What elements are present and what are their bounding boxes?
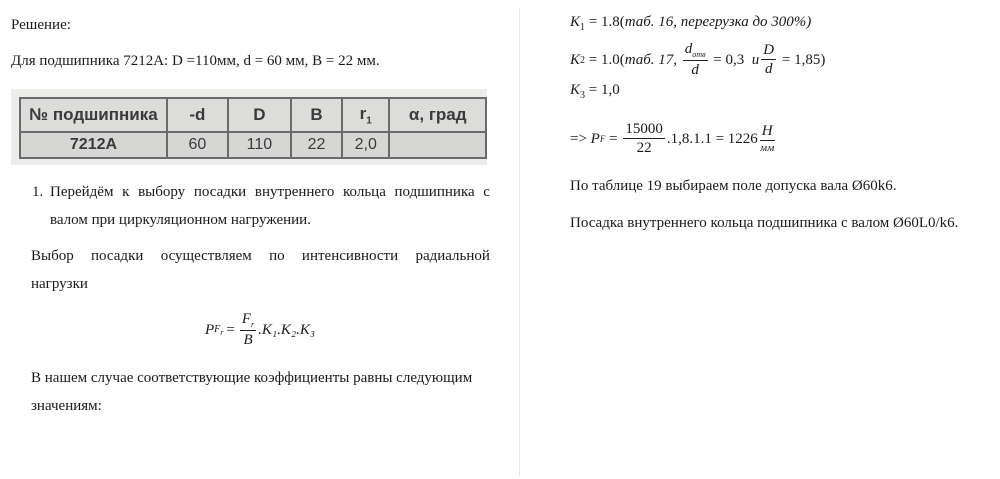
column-divider xyxy=(519,8,520,476)
step-1-word: посадки xyxy=(193,184,247,200)
k1-line: $K_1 = 1.8(таб$. 16, перегрузка до 300%) xyxy=(570,14,812,33)
bearing-table-image xyxy=(11,89,487,165)
paragraph-1-word: по xyxy=(269,248,285,264)
table-cell: 2,0 xyxy=(342,132,389,158)
table-cell xyxy=(389,132,486,158)
solution-heading: Решение: xyxy=(11,17,71,33)
calculation-line: => P F = $\frac{15000}{22}$ .1,8.1.1 = 1226 $\frac{Н}{мм}$ xyxy=(570,121,775,156)
d-ratio-fraction: $\frac{d_{отв}}{d}$ xyxy=(684,41,706,78)
step-1-paragraph xyxy=(50,177,490,207)
k2-line: K 2 = 1.0( таб. 17, $\frac{d_{отв}}{d}$ = 0,3 и $\frac{D}{d}$ = 1,85) xyxy=(570,41,826,78)
paragraph-1-line-1 xyxy=(31,241,490,271)
table-cell: 7212А xyxy=(20,132,167,158)
step-1-word: внутреннего xyxy=(254,184,335,200)
step-1-word: подшипника xyxy=(394,184,475,200)
k3-line: $K_3 = 1,0$ xyxy=(570,82,620,101)
table-header-cell: -d xyxy=(167,98,228,132)
load-intensity-formula: P $F_r$ = $\frac{F_r}{B}$ .K₁.K₂.K₃ xyxy=(205,311,316,348)
table-header-cell: № подшипника xyxy=(20,98,167,132)
table-header-cell-r: $r_1$ xyxy=(342,98,389,132)
table-header-cell: D xyxy=(228,98,291,132)
step-1-word: кольца xyxy=(343,184,386,200)
paragraph-1-word: интенсивности xyxy=(301,248,399,264)
calc-fraction: $\frac{15000}{22}$ xyxy=(625,121,663,156)
paragraph-1-word: радиальной xyxy=(415,248,490,264)
bearing-dimensions-line: Для подшипника 7212А: D =110мм, d = 60 мм, B = 22 мм. xyxy=(11,53,380,69)
bearing-table xyxy=(19,97,487,159)
step-1-word: выбору xyxy=(138,184,186,200)
paragraph-2-line-1: В нашем случае соответствующие коэффициенты равны следующим xyxy=(31,370,473,386)
fit-line: Посадка внутреннего кольца подшипника с валом Ø60L0/k6. xyxy=(570,215,959,231)
table-header-cell: α, град xyxy=(389,98,486,132)
table-cell: 22 xyxy=(291,132,342,158)
paragraph-1-word: Выбор xyxy=(31,248,74,264)
step-1-word: к xyxy=(122,184,130,200)
step-1-word: с xyxy=(483,184,490,200)
paragraph-load-selection xyxy=(31,241,490,271)
shaft-tolerance-line: По таблице 19 выбираем поле допуска вала Ø60k6. xyxy=(570,178,897,194)
step-1-line-1 xyxy=(50,177,490,207)
step-number: 1. xyxy=(32,184,44,200)
step-1-line-2: валом при циркуляционном нагружении. xyxy=(50,212,311,228)
paragraph-1-word: посадки xyxy=(91,248,144,264)
paragraph-2-line-2: значениям: xyxy=(31,398,102,414)
table-cell: 110 xyxy=(228,132,291,158)
paragraph-1-word: осуществляем xyxy=(160,248,252,264)
paragraph-1-line-2: нагрузки xyxy=(31,276,88,292)
step-1-word: Перейдём xyxy=(50,184,114,200)
table-header-cell: B xyxy=(291,98,342,132)
D-ratio-fraction: $\frac{D}{d}$ xyxy=(763,42,775,77)
formula-fraction: $\frac{F_r}{B}$ xyxy=(241,311,255,348)
table-cell: 60 xyxy=(167,132,228,158)
unit-fraction: $\frac{Н}{мм}$ xyxy=(760,123,775,154)
